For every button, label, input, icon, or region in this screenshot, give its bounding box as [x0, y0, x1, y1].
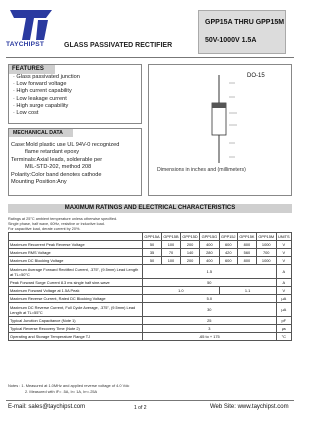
cell-value: 3 — [143, 325, 277, 333]
cell-value: 140 — [180, 249, 199, 257]
mechanical-title: MECHANICAL DATA — [9, 129, 73, 137]
cell-value: -65 to + 175 — [143, 333, 277, 341]
row-desc: Typical Reverse Recovery Time (Note 2) — [9, 325, 143, 333]
cell-value: 100 — [161, 241, 180, 249]
cell-value: 1.5 — [143, 265, 277, 279]
table-row — [9, 279, 292, 287]
footer-email: E-mail: sales@taychipst.com — [8, 404, 86, 410]
mech-line: Case:Mold plastic use UL 94V-0 recognized — [11, 142, 120, 148]
row-desc: Maximum DC Reverse Current, Full Cycle Average, .375", (9.5mm) Lead Length at TL=55°C — [9, 303, 143, 317]
preamble-line: For capacitive load, derate current by 20%. — [8, 226, 81, 231]
cell-value: 25 — [143, 317, 277, 325]
feature-item: · Low leakage current — [13, 95, 67, 102]
feature-item: · High surge capability — [13, 102, 69, 109]
mechanical-text — [11, 142, 119, 186]
table-row — [9, 325, 292, 333]
company-name: TAYCHIPST — [6, 41, 45, 48]
column-header: GPP15G — [201, 234, 218, 239]
mech-line: Mounting Position:Any — [11, 179, 67, 186]
page-number: 1 of 2 — [134, 405, 147, 411]
column-header: GPP15K — [239, 234, 255, 239]
cell-unit: A — [276, 265, 291, 279]
cell-unit: V — [276, 287, 291, 295]
header-subtitle: GLASS PASSIVATED RECTIFIER — [64, 42, 173, 49]
ratings-preamble — [8, 217, 117, 231]
table-row — [9, 333, 292, 341]
row-desc: Maximum DC Blocking Voltage — [9, 257, 143, 265]
cell-value: 200 — [180, 257, 199, 265]
cell-unit: μs — [276, 325, 291, 333]
cell-unit: A — [276, 279, 291, 287]
table-row — [9, 287, 292, 295]
table-row — [9, 303, 292, 317]
mech-line: Terminals:Axial leads, solderable per — [11, 156, 103, 163]
row-desc: Maximum Reverse Current, Rated DC Blocking Voltage — [9, 295, 143, 303]
ratings-title: MAXIMUM RATINGS AND ELECTRICAL CHARACTERISTICS — [8, 204, 292, 213]
table-notes — [8, 383, 129, 394]
cell-value: 700 — [256, 249, 276, 257]
features-title: FEATURES — [9, 65, 55, 74]
column-header: UNITS — [277, 234, 290, 239]
table-row — [9, 257, 292, 265]
cell-value: 400 — [200, 241, 219, 249]
table-row — [9, 295, 292, 303]
voltage-current-spec: 50V-1000V 1.5A — [205, 37, 257, 44]
row-desc: Maximum Average Forward Rectified Current, .375", (9.5mm) Lead Length at TL=50°C — [9, 265, 143, 279]
cell-value: 600 — [219, 241, 237, 249]
cell-value: 30 — [143, 303, 277, 317]
cell-value: 1.0 — [143, 287, 220, 295]
cell-value: 1.1 — [219, 287, 276, 295]
column-header: GPP15B — [163, 234, 179, 239]
cell-unit: pF — [276, 317, 291, 325]
mech-line: MIL-STD-202, method 208 — [25, 164, 92, 171]
cell-unit: V — [276, 249, 291, 257]
table-row — [9, 249, 292, 257]
table-header-blank — [9, 233, 143, 241]
preamble-line: Single phase, half wave, 60Hz, resistive or inductive load. — [8, 221, 105, 226]
cell-value: 1000 — [256, 257, 276, 265]
row-desc: Maximum Recurrent Peak Reverse Voltage — [9, 241, 143, 249]
cell-value: 50 — [143, 279, 277, 287]
cell-unit: μA — [276, 295, 291, 303]
cell-unit: V — [276, 257, 291, 265]
cell-value: 560 — [237, 249, 256, 257]
cell-value: 400 — [200, 257, 219, 265]
row-desc: Operating and Storage Temperature Range TJ — [9, 333, 143, 341]
cell-value: 100 — [161, 257, 180, 265]
column-header: GPP15J — [221, 234, 236, 239]
cell-value: 1000 — [256, 241, 276, 249]
taychipst-logo — [8, 10, 54, 40]
feature-item: · High current capability — [13, 88, 72, 95]
cell-value: 600 — [219, 257, 237, 265]
dimensions-caption: Dimensions in inches and (millimeters) — [157, 167, 246, 173]
row-desc: Typical Junction Capacitance (Note 1) — [9, 317, 143, 325]
column-header: GPP15M — [258, 234, 275, 239]
cell-value: 800 — [237, 241, 256, 249]
package-drawing-panel — [148, 64, 292, 196]
cell-value: 5.0 — [143, 295, 277, 303]
cell-unit: °C — [276, 333, 291, 341]
note-line: 2. Measured with IF= .5A, Ir= 1A, Irr=.25A — [25, 388, 98, 394]
row-desc: Maximum Forward Voltage at 1.5A Peak — [9, 287, 143, 295]
cell-value: 50 — [143, 241, 162, 249]
cell-value: 35 — [143, 249, 162, 257]
preamble-line: Ratings at 25°C ambient temperature unless otherwise specified. — [8, 217, 118, 221]
feature-item: · Low forward voltage — [13, 81, 67, 88]
mech-line: flame retardant epoxy — [25, 149, 80, 156]
table-header-row — [9, 233, 292, 241]
table-row — [9, 317, 292, 325]
mech-line: Polarity:Color band denotes cathode — [11, 171, 102, 178]
header-divider — [6, 57, 294, 58]
part-range: GPP15A THRU GPP15M — [205, 19, 285, 26]
diode-outline-drawing — [169, 73, 269, 165]
cell-unit: V — [276, 241, 291, 249]
column-header: GPP15A — [144, 234, 160, 239]
table-row — [9, 241, 292, 249]
mechanical-data-panel — [8, 128, 142, 196]
features-panel — [8, 64, 142, 124]
cell-value: 200 — [180, 241, 199, 249]
part-number-box — [198, 10, 286, 54]
note-line: Notes : 1. Measured at 1.0MHz and applied reverse voltage of 4.0 Vdc — [8, 383, 130, 388]
footer-divider — [6, 400, 294, 401]
column-header: GPP15D — [182, 234, 198, 239]
table-row — [9, 265, 292, 279]
cell-value: 50 — [143, 257, 162, 265]
cell-unit: μA — [276, 303, 291, 317]
features-list — [13, 74, 80, 117]
cell-value: 280 — [200, 249, 219, 257]
ratings-table — [8, 232, 292, 341]
cell-value: 420 — [219, 249, 237, 257]
row-desc: Maximum RMS Voltage — [9, 249, 143, 257]
feature-item: · Low cost — [13, 110, 39, 117]
feature-item: · Glass passivated junction — [13, 74, 80, 80]
package-name: DO-15 — [247, 73, 265, 79]
cell-value: 800 — [237, 257, 256, 265]
cell-value: 70 — [161, 249, 180, 257]
row-desc: Peak Forward Surge Current 8.3 ms single half sine-wave — [9, 279, 143, 287]
footer-website: Web Site: www.taychipst.com — [210, 404, 289, 410]
